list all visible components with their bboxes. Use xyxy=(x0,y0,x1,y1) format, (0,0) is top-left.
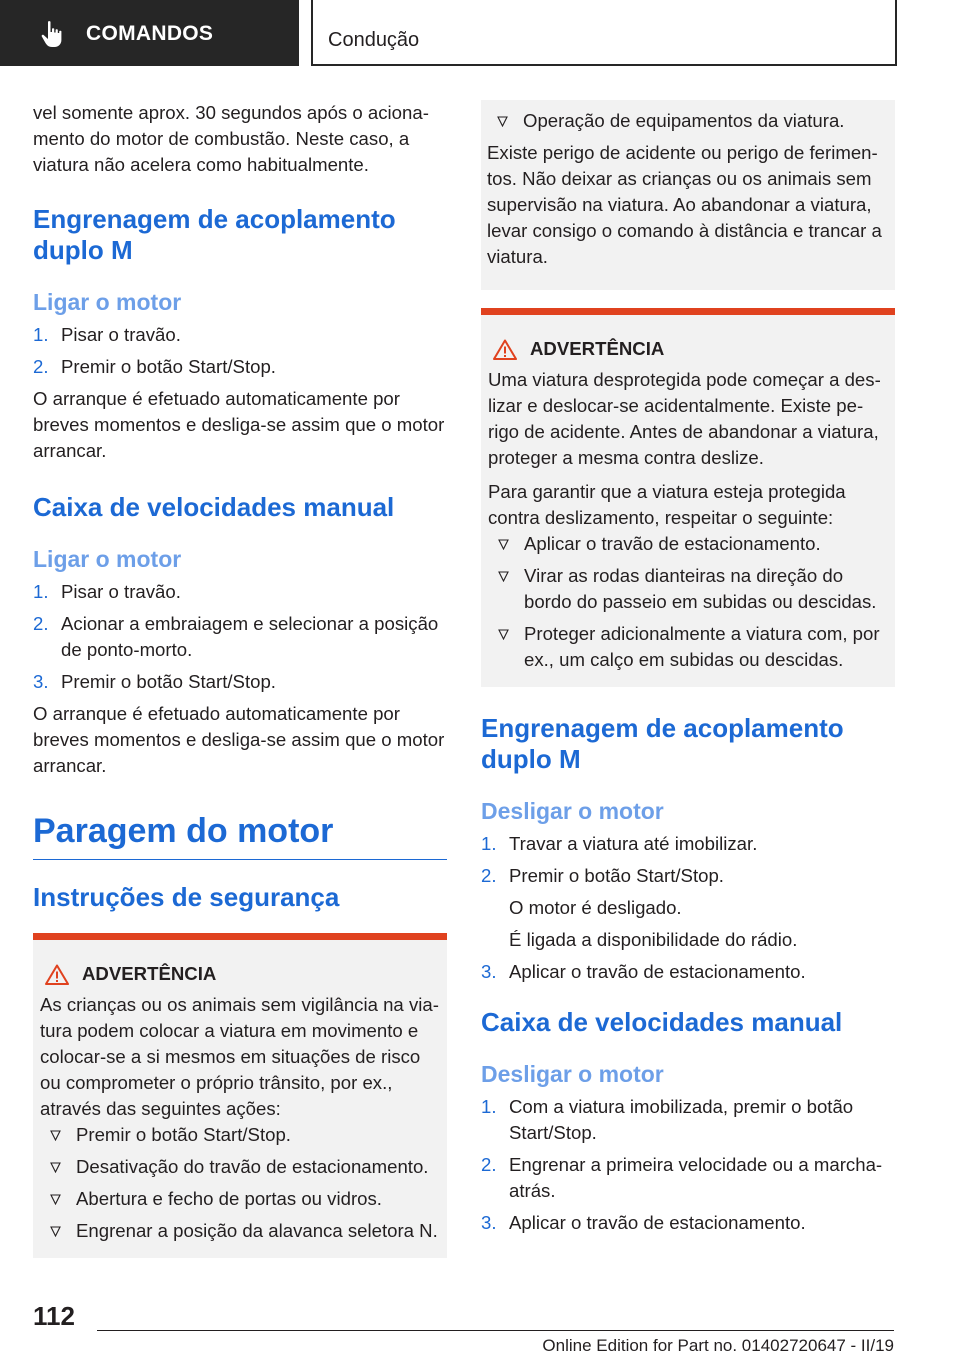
warning-triangle-icon xyxy=(45,964,69,985)
manual-stop-steps xyxy=(481,1094,895,1236)
bullet-triangle-icon xyxy=(50,1130,61,1141)
warning-text: Uma viatura desprotegida pode começar a deslizar e deslocar-se acidentalmente. Existe perigo de acidente. Antes de abandonar a viatura, proteger a mesma contra deslize. xyxy=(488,369,881,468)
manual-start-steps xyxy=(33,579,447,695)
list-item: Operação de equipamentos da viatura. xyxy=(487,108,887,134)
list-item: Desativação do travão de estacionamento. xyxy=(40,1154,439,1180)
manual-stop-subheading: Desligar o motor xyxy=(481,1061,664,1087)
continued-bullets xyxy=(487,108,887,134)
warning-text-2: Para garantir que a viatura esteja protegida contra deslizamento, respeitar o seguinte: xyxy=(488,481,846,528)
footer-rule xyxy=(97,1330,894,1331)
list-item: Premir o botão Start/Stop. xyxy=(40,1122,439,1148)
warning-continuation-box xyxy=(481,100,895,290)
dct-start-subheading: Ligar o motor xyxy=(33,289,182,315)
list-item: 2. Premir o botão Start/Stop. O motor é desligado. É ligada a disponibilidade do rádio. xyxy=(481,863,895,953)
list-item: 1. Com a viatura imobilizada, premir o botão Start/Stop. xyxy=(481,1096,854,1143)
bullet-triangle-icon xyxy=(497,116,508,127)
dct-stop-subheading: Desligar o motor xyxy=(481,798,664,824)
step-result: O motor é desligado. xyxy=(509,897,682,918)
list-item: 1. Travar a viatura até imobilizar. xyxy=(481,833,758,854)
list-item: 2. Premir o botão Start/Stop. xyxy=(33,356,276,377)
manual-stop-heading: Caixa de velocidades manual xyxy=(481,1007,843,1037)
list-item: Abertura e fecho de portas ou vidros. xyxy=(40,1186,439,1212)
section-tab-label: COMANDOS xyxy=(86,22,214,45)
continued-warning-text: Existe perigo de acidente ou perigo de ferimentos. Não deixar as crianças ou os animais sem supervisão na viatura. Ao abandonar a viatura, levar consigo o comando à distância e trancar a viatura. xyxy=(487,142,882,267)
intro-text: vel somente aprox. 30 segundos após o acionamento do motor de combustão. Neste caso, a viatura não acelera como habitualmente. xyxy=(33,102,429,175)
warning-box xyxy=(33,933,447,1258)
chapter-header xyxy=(311,0,897,66)
list-item: 3. Aplicar o travão de estacionamento. xyxy=(481,1212,806,1233)
box-padding xyxy=(487,270,887,282)
section-tab xyxy=(0,0,299,66)
step-result: É ligada a disponibilidade do rádio. xyxy=(509,929,798,950)
safety-heading: Instruções de segurança xyxy=(33,882,340,912)
list-item: 3. Aplicar o travão de estacionamento. xyxy=(481,961,806,982)
right-column xyxy=(481,100,895,1242)
warning-bullets xyxy=(40,1122,439,1244)
warning-triangle-icon xyxy=(493,339,517,360)
bullet-triangle-icon xyxy=(50,1162,61,1173)
bullet-triangle-icon xyxy=(498,629,509,640)
bullet-triangle-icon xyxy=(50,1194,61,1205)
dct-start-note: O arranque é efetuado automaticamente por breves momentos e desliga-se assim que o motor arrancar. xyxy=(33,388,445,461)
chapter-title: Condução xyxy=(328,29,420,51)
stop-engine-title: Paragem do motor xyxy=(33,812,334,850)
list-item: 1. Pisar o travão. xyxy=(33,324,181,345)
list-item: Engrenar a posição da alavanca seletora N. xyxy=(40,1218,439,1244)
list-item: Proteger adicionalmente a viatura com, por ex., um calço em subidas ou descidas. xyxy=(488,621,887,673)
list-item: 3. Premir o botão Start/Stop. xyxy=(33,671,276,692)
warning-box xyxy=(481,308,895,687)
warning-bullets xyxy=(488,531,887,673)
dct-stop-steps xyxy=(481,831,895,985)
list-item: 2. Acionar a embraiagem e selecionar a posição de ponto-morto. xyxy=(33,613,439,660)
warning-label: ADVERTÊNCIA xyxy=(82,963,217,984)
list-item: Virar as rodas dianteiras na direção do bordo do passeio em subidas ou descidas. xyxy=(488,563,887,615)
warning-header xyxy=(488,337,887,361)
list-item: Aplicar o travão de estacionamento. xyxy=(488,531,887,557)
hand-pointer-icon xyxy=(40,20,66,48)
dct-start-steps xyxy=(33,322,447,380)
warning-header xyxy=(40,962,439,986)
edition-note: Online Edition for Part no. 01402720647 - II/19 xyxy=(542,1336,894,1355)
dct-start-heading: Engrenagem de acoplamento duplo M xyxy=(33,204,396,265)
manual-start-subheading: Ligar o motor xyxy=(33,546,182,572)
warning-text: As crianças ou os animais sem vigilância na viatura podem colocar a viatura em movimento e colocar-se a si mesmos em situações de risco ou comprometer o próprio trânsito, por ex., através das seguintes ações: xyxy=(40,994,439,1119)
manual-start-note: O arranque é efetuado automaticamente por breves momentos e desliga-se assim que o motor arrancar. xyxy=(33,703,445,776)
page-number: 112 xyxy=(33,1301,75,1331)
warning-label: ADVERTÊNCIA xyxy=(530,338,665,359)
title-rule xyxy=(33,859,447,860)
bullet-triangle-icon xyxy=(498,571,509,582)
manual-start-heading: Caixa de velocidades manual xyxy=(33,492,395,522)
bullet-triangle-icon xyxy=(498,539,509,550)
dct-stop-heading: Engrenagem de acoplamento duplo M xyxy=(481,713,844,774)
bullet-triangle-icon xyxy=(50,1226,61,1237)
list-item: 2. Engrenar a primeira velocidade ou a marcha-atrás. xyxy=(481,1154,883,1201)
left-column xyxy=(33,100,447,1258)
list-item: 1. Pisar o travão. xyxy=(33,581,181,602)
